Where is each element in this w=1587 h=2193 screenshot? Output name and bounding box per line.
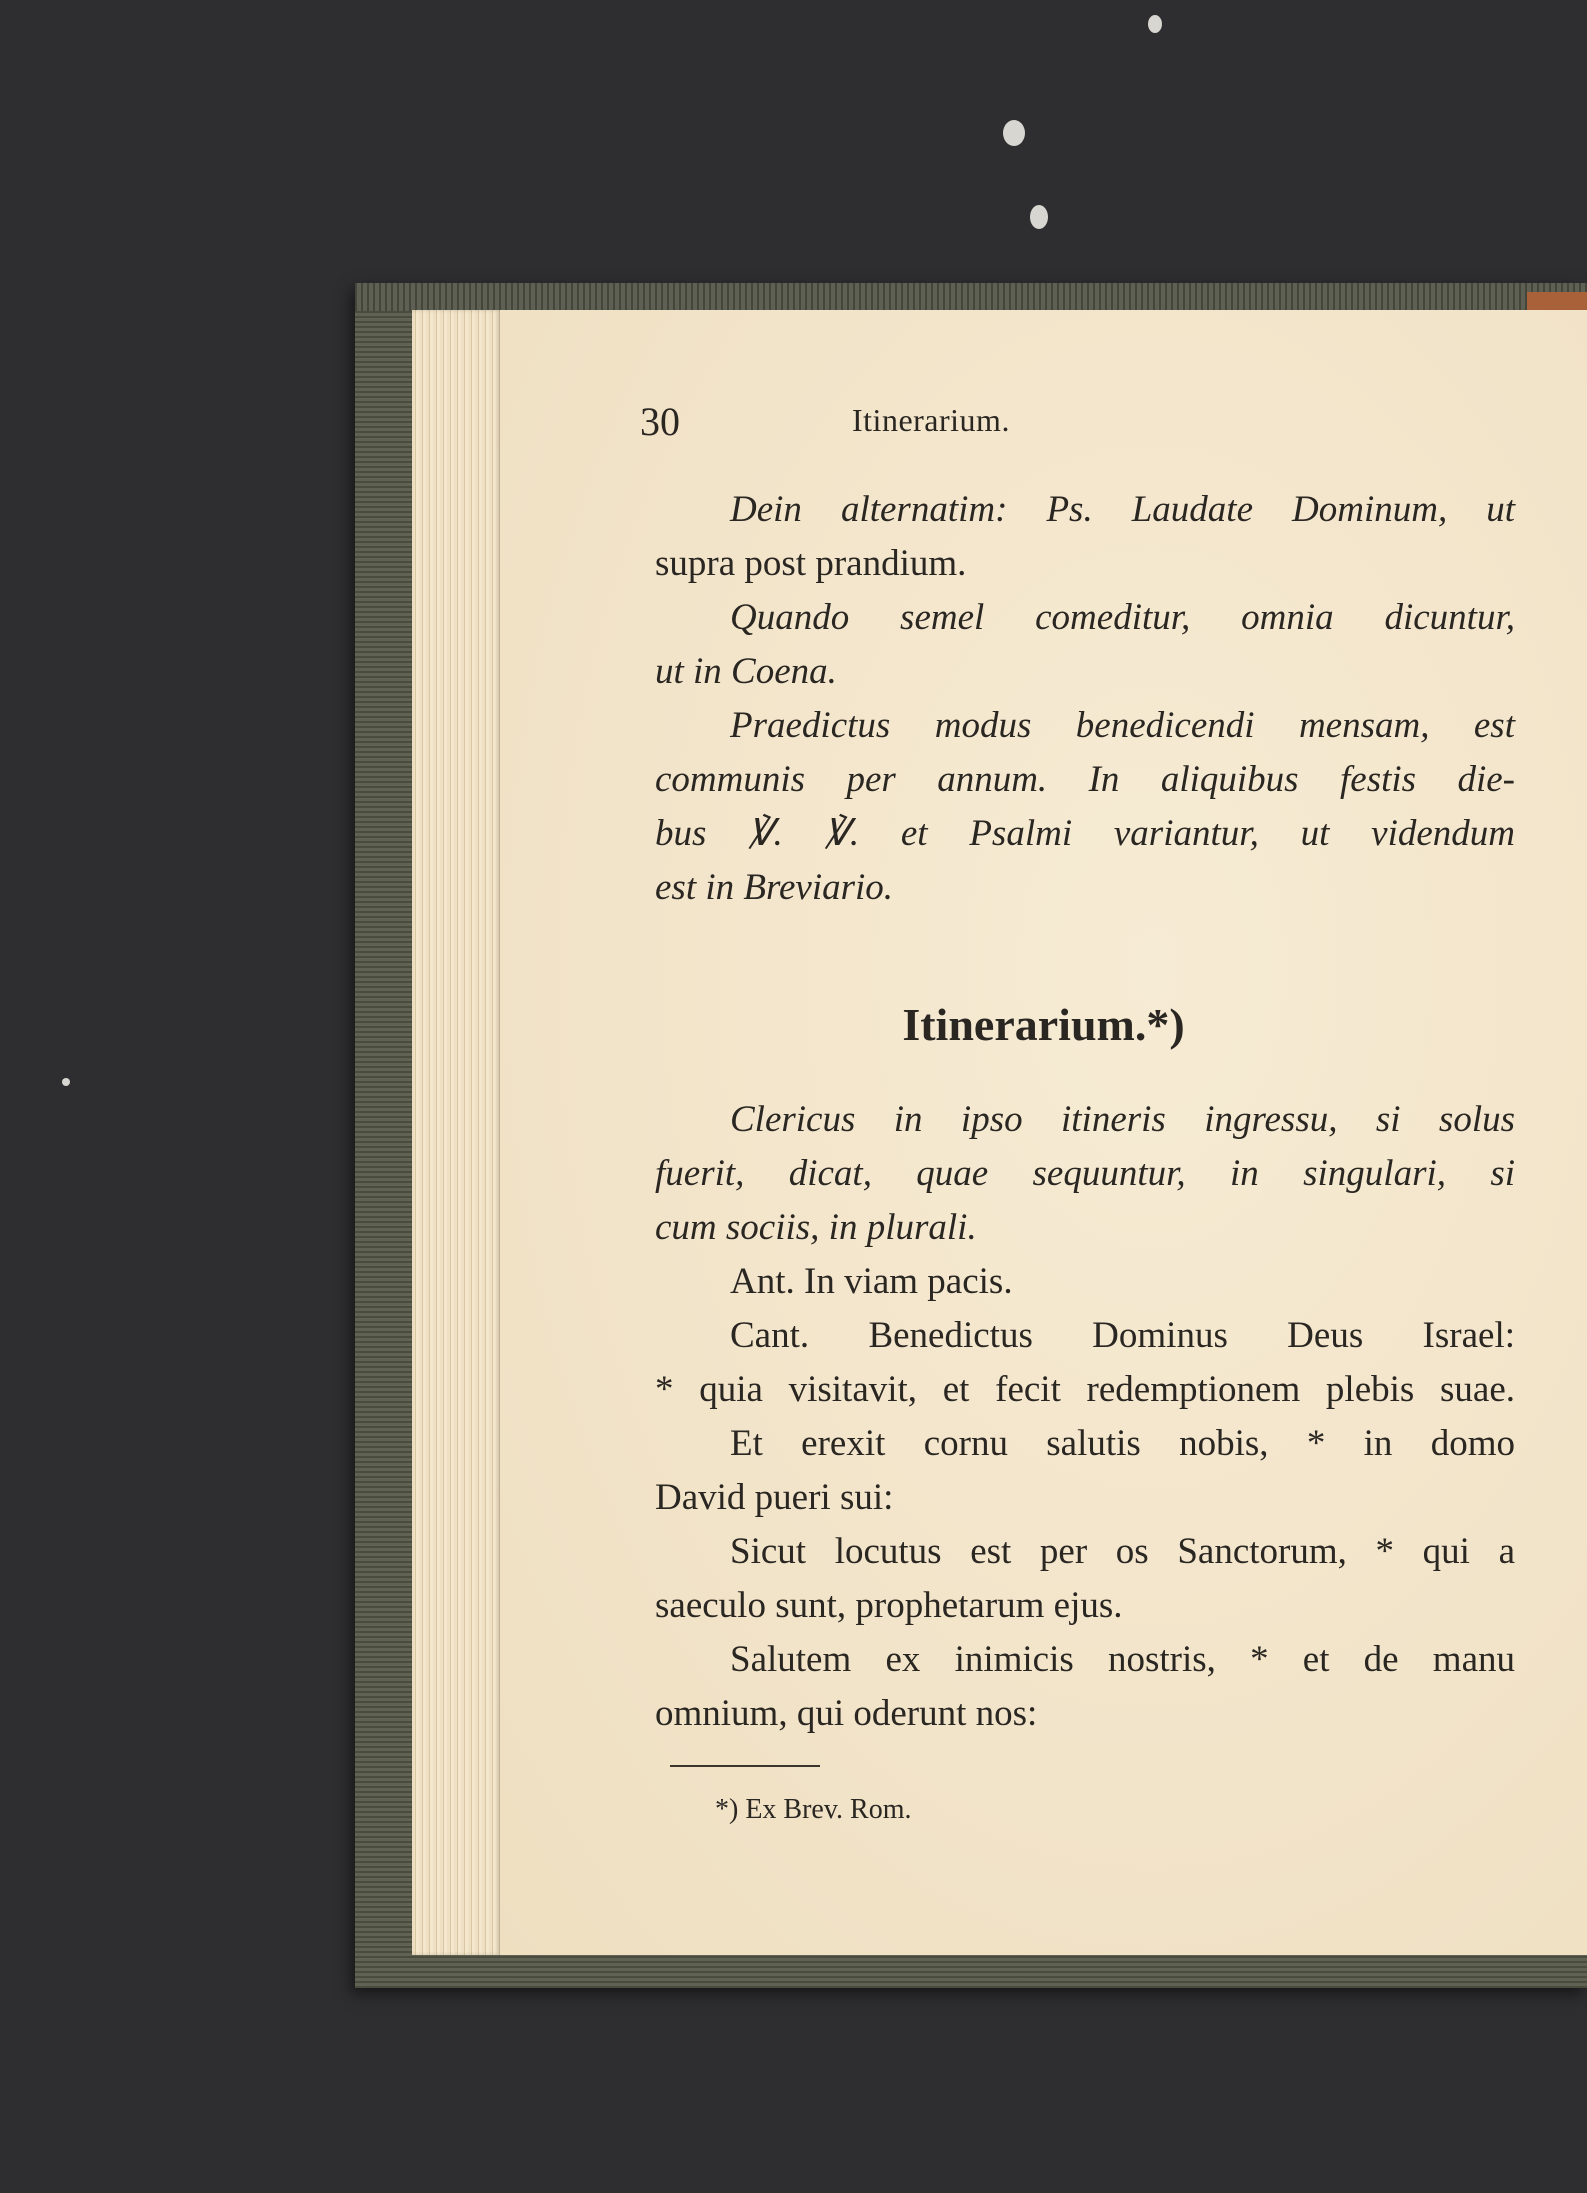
page-header — [640, 398, 1547, 458]
text-line: Praedictus modus benedicendi mensam, est — [730, 705, 1515, 746]
text-line: bus ℣. ℣. et Psalmi variantur, ut videndum — [655, 813, 1515, 854]
text-line: cum sociis, in plurali. — [655, 1207, 977, 1248]
text-line: ut in Coena. — [655, 651, 837, 692]
canticle-line: Cant. Benedictus Dominus Deus Israel: — [730, 1315, 1515, 1356]
cover-wear-mark — [1527, 292, 1587, 310]
page-edges — [412, 310, 500, 1955]
footnote: *) Ex Brev. Rom. — [715, 1794, 912, 1825]
canticle-line: * quia visitavit, et fecit redemptionem plebis suae. — [655, 1369, 1515, 1410]
background-speck — [1030, 205, 1048, 229]
verse-line: Salutem ex inimicis nostris, * et de manu — [730, 1639, 1515, 1680]
text-line: supra post prandium. — [655, 543, 967, 584]
verse-line: Sicut locutus est per os Sanctorum, * qui a — [730, 1531, 1515, 1572]
section-heading: Itinerarium.*) — [902, 999, 1185, 1050]
background-speck — [1148, 15, 1162, 33]
text-line: Clericus in ipso itineris ingressu, si solus — [730, 1099, 1515, 1140]
text-line: communis per annum. In aliquibus festis die- — [655, 759, 1515, 800]
page-number: 30 — [640, 399, 680, 444]
verse-line: David pueri sui: — [655, 1477, 894, 1518]
verse-line: saeculo sunt, prophetarum ejus. — [655, 1585, 1123, 1626]
text-line: est in Breviario. — [655, 867, 894, 908]
antiphon-line: Ant. In viam pacis. — [730, 1261, 1013, 1302]
running-title: Itinerarium. — [852, 402, 1010, 438]
footnote-rule — [670, 1765, 820, 1767]
book-cover-top-edge — [355, 283, 1587, 311]
text-line: fuerit, dicat, quae sequuntur, in singulari, si — [655, 1153, 1515, 1194]
text-line: Dein alternatim: Ps. Laudate Dominum, ut — [730, 489, 1515, 530]
background-speck — [62, 1078, 70, 1086]
book-page — [500, 310, 1587, 1955]
verse-line: Et erexit cornu salutis nobis, * in domo — [730, 1423, 1515, 1464]
text-line: Quando semel comeditur, omnia dicuntur, — [730, 597, 1515, 638]
background-speck — [1003, 120, 1025, 146]
verse-line: omnium, qui oderunt nos: — [655, 1693, 1038, 1734]
